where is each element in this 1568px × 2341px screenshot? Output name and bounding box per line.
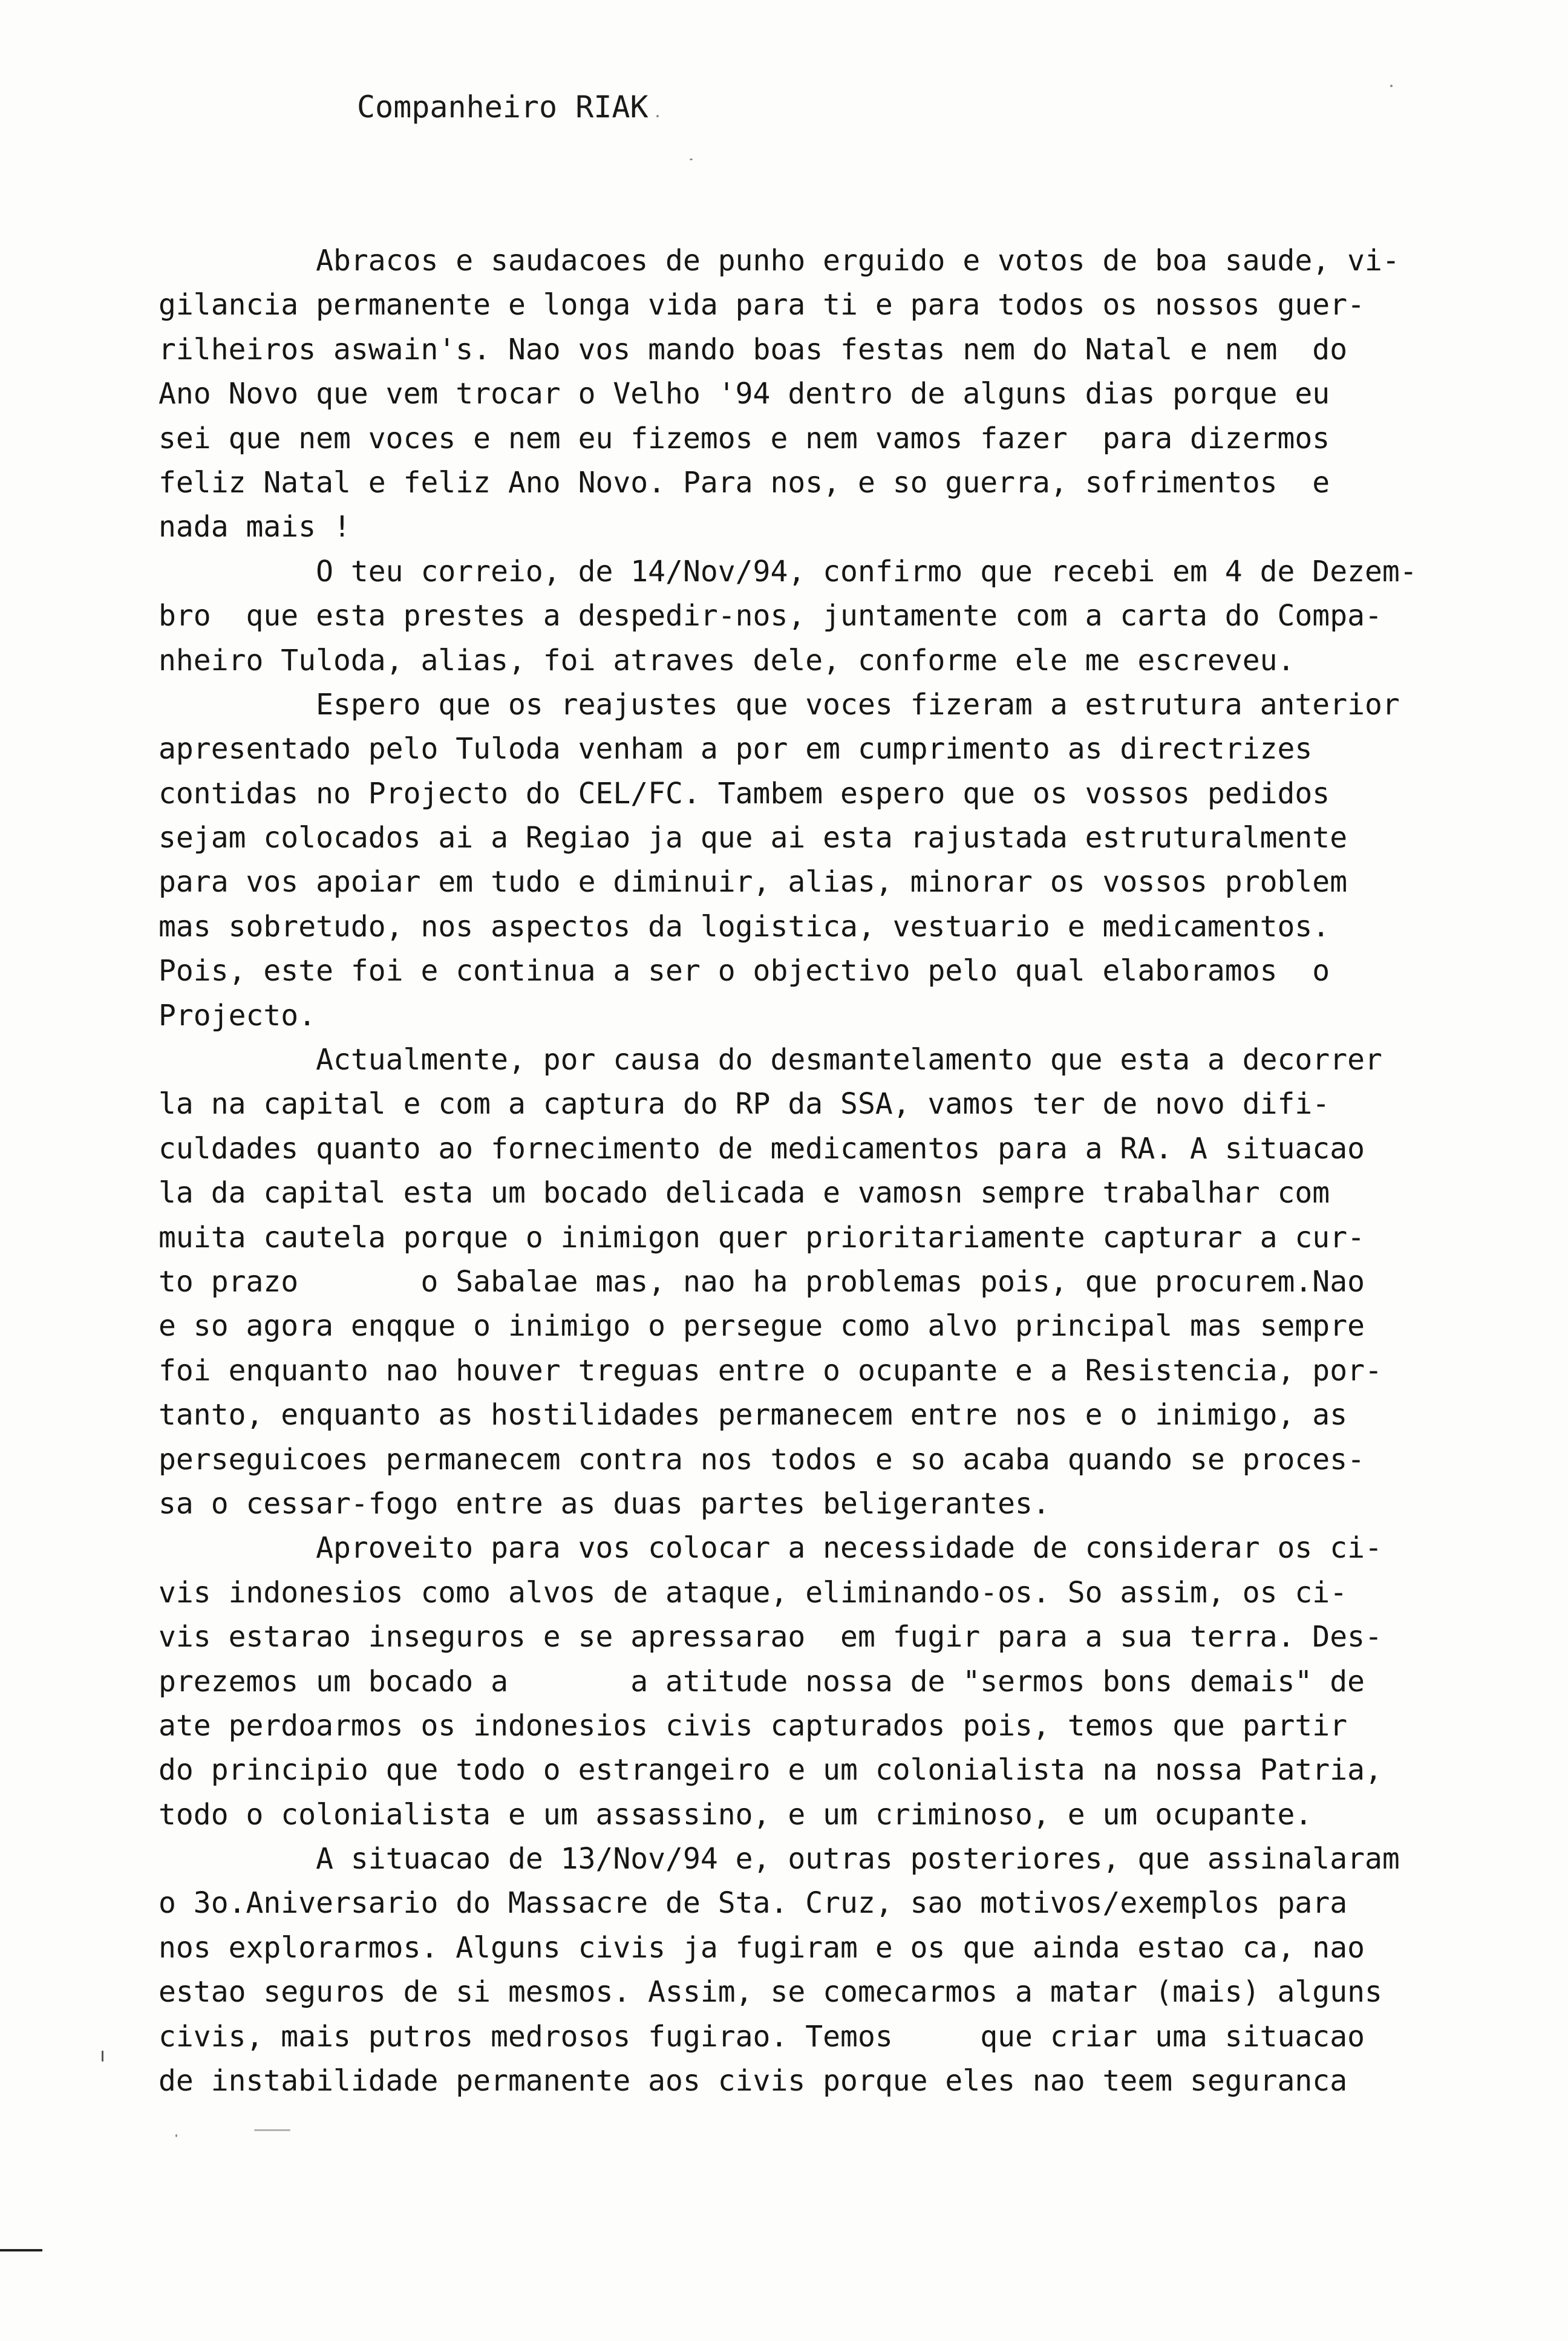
scan-speck [254,2129,290,2131]
text-line: vis indonesios como alvos de ataque, eliminando-os. So assim, os ci- [158,1575,1348,1610]
text-line: nada mais ! [158,510,351,544]
text-line: rilheiros aswain's. Nao vos mando boas festas nem do Natal e nem do [158,332,1348,367]
text-line: Aproveito para vos colocar a necessidade de considerar os ci- [158,1531,1382,1566]
salutation: Companheiro RIAK [357,90,648,125]
text-line: e so agora enqque o inimigo o persegue como alvo principal mas sempre [158,1309,1365,1344]
text-line: Projecto. [158,998,316,1033]
text-line: to prazo o Sabalae mas, nao ha problemas pois, que procurem.Nao [158,1264,1365,1299]
text-line: estao seguros de si mesmos. Assim, se comecarmos a matar (mais) alguns [158,1975,1382,2010]
text-line: foi enquanto nao houver treguas entre o ocupante e a Resistencia, por- [158,1353,1382,1388]
text-line: nheiro Tuloda, alias, foi atraves dele, conforme ele me escreveu. [158,643,1295,677]
text-line: Espero que os reajustes que voces fizeram a estrutura anterior [158,687,1400,722]
text-line: perseguicoes permanecem contra nos todos e so acaba quando se proces- [158,1442,1365,1477]
text-line: ate perdoarmos os indonesios civis capturados pois, temos que partir [158,1708,1348,1743]
text-line: bro que esta prestes a despedir-nos, juntamente com a carta do Compa- [158,599,1382,633]
text-line: prezemos um bocado a a atitude nossa de "sermos bons demais" de [158,1664,1365,1699]
text-line: civis, mais putros medrosos fugirao. Temos que criar uma situacao [158,2019,1365,2054]
text-line: O teu correio, de 14/Nov/94, confirmo que recebi em 4 de Dezem- [158,554,1417,589]
text-line: Ano Novo que vem trocar o Velho '94 dentro de alguns dias porque eu [158,377,1330,411]
text-line: de instabilidade permanente aos civis porque eles nao teem seguranca [158,2064,1348,2098]
text-line: mas sobretudo, nos aspectos da logistica, vestuario e medicamentos. [158,909,1330,944]
text-line: tanto, enquanto as hostilidades permanecem entre nos e o inimigo, as [158,1398,1348,1432]
text-line: todo o colonialista e um assassino, e um criminoso, e um ocupante. [158,1797,1313,1832]
edge-mark [0,2249,42,2251]
text-line: Pois, este foi e continua a ser o objectivo pelo qual elaboramos o [158,954,1330,988]
text-line: culdades quanto ao fornecimento de medicamentos para a RA. A situacao [158,1131,1365,1166]
text-line: para vos apoiar em tudo e diminuir, alias, minorar os vossos problem [158,865,1348,900]
text-line: sa o cessar-fogo entre as duas partes beligerantes. [158,1486,1050,1521]
text-line: A situacao de 13/Nov/94 e, outras posteriores, que assinalaram [158,1842,1400,1876]
text-line: sejam colocados ai a Regiao ja que ai esta rajustada estruturalmente [158,821,1348,855]
letter-body [158,239,1429,2103]
text-line: gilancia permanente e longa vida para ti e para todos os nossos guer- [158,288,1365,322]
text-line: o 3o.Aniversario do Massacre de Sta. Cruz, sao motivos/exemplos para [158,1886,1348,1921]
scan-speck [102,2051,103,2062]
scan-speck [690,158,693,160]
text-line: la na capital e com a captura do RP da SSA, vamos ter de novo difi- [158,1087,1330,1122]
text-line: do principio que todo o estrangeiro e um colonialista na nossa Patria, [158,1753,1382,1788]
text-line: Actualmente, por causa do desmantelamento que esta a decorrer [158,1043,1382,1077]
scan-speck [175,2134,177,2137]
text-line: contidas no Projecto do CEL/FC. Tambem espero que os vossos pedidos [158,776,1330,811]
text-line: nos explorarmos. Alguns civis ja fugiram e os que ainda estao ca, nao [158,1930,1365,1965]
text-line: feliz Natal e feliz Ano Novo. Para nos, e so guerra, sofrimentos e [158,465,1330,500]
text-line: apresentado pelo Tuloda venham a por em cumprimento as directrizes [158,732,1313,766]
text-line: Abracos e saudacoes de punho erguido e votos de boa saude, vi- [158,244,1400,278]
scan-speck [656,115,659,117]
text-line: sei que nem voces e nem eu fizemos e nem vamos fazer para dizermos [158,421,1330,455]
text-line: vis estarao inseguros e se apressarao em fugir para a sua terra. Des- [158,1620,1382,1654]
text-line: la da capital esta um bocado delicada e vamosn sempre trabalhar com [158,1176,1330,1210]
text-line: muita cautela porque o inimigon quer prioritariamente capturar a cur- [158,1220,1365,1255]
scan-speck [1390,85,1393,87]
